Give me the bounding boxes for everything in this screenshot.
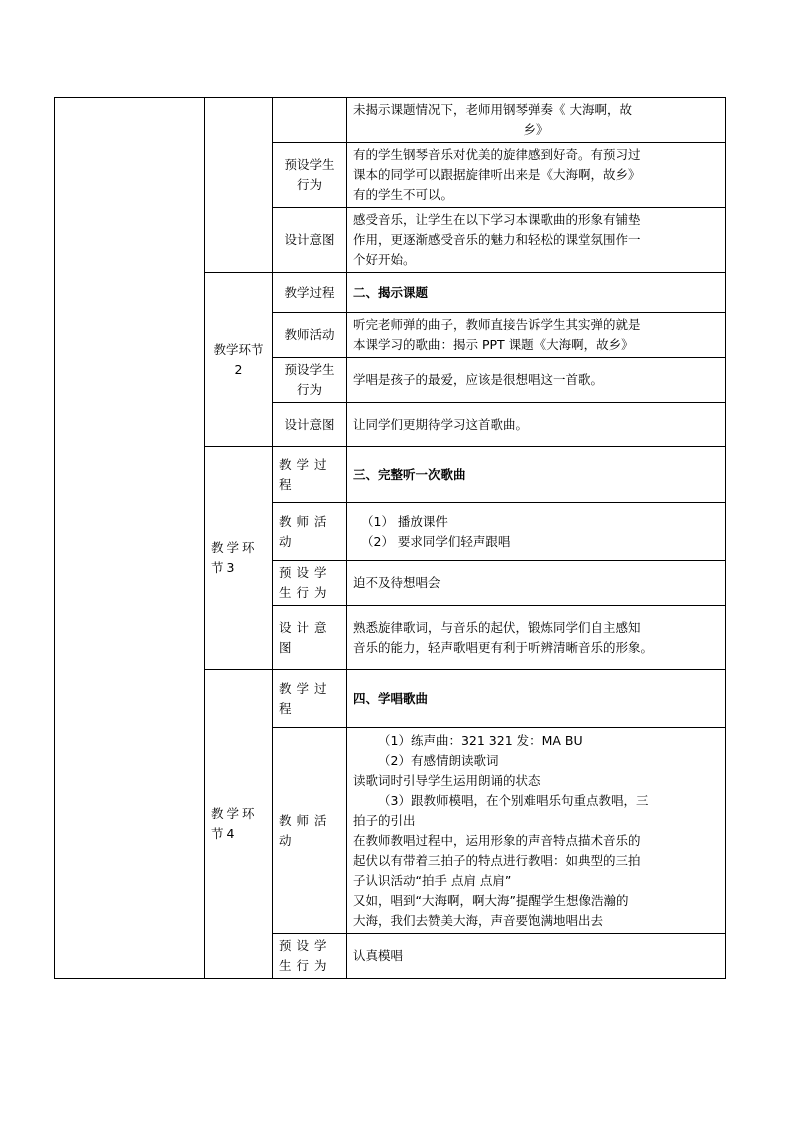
s3-activity-content: （1） 播放课件 （2） 要求同学们轻声跟唱 [347, 503, 726, 561]
s1-section-cell [205, 98, 273, 273]
s2-section-name: 教学环节2 [205, 273, 273, 447]
s4-activity-content: （1）练声曲：321 321 发：MA BU （2）有感情朗读歌词 读歌词时引导学生运用朗诵的状态 （3）跟教师模唱，在个别难唱乐句重点教唱，三 拍子的引出 在教师教唱过程中，运用形象的声音特点描术音乐的 起伏以有带着三拍子的特点进行教唱：如典型的三拍 子认识活动“拍手 点肩 点肩” 又如，唱到“大海啊，啊大海”提醒学生想像浩瀚的 大海，我们去赞美大海，声音要饱满地唱出去 [347, 728, 726, 934]
s3-section-name: 教学环节3 [205, 447, 273, 670]
s4-activity-label: 教师活动 [273, 728, 347, 934]
s3-intent-label: 设计意图 [273, 606, 347, 670]
s2-behavior-label: 预设学生行为 [273, 358, 347, 403]
s4-behavior-content: 认真模唱 [347, 934, 726, 979]
s2-intent-content: 让同学们更期待学习这首歌曲。 [347, 403, 726, 447]
s3-behavior-label: 预设学生行为 [273, 561, 347, 606]
s2-activity-label: 教师活动 [273, 313, 347, 358]
s1-intent-content: 感受音乐，让学生在以下学习本课歌曲的形象有铺垫 作用，更逐渐感受音乐的魅力和轻松的课堂氛围作一 个好开始。 [347, 208, 726, 273]
left-blank-column [55, 98, 205, 979]
s3-process-title: 三、完整听一次歌曲 [347, 447, 726, 503]
s3-intent-content: 熟悉旋律歌词，与音乐的起伏，锻炼同学们自主感知 音乐的能力，轻声歌唱更有利于听辨清晰音乐的形象。 [347, 606, 726, 670]
s1-behavior-content: 有的学生钢琴音乐对优美的旋律感到好奇。有预习过 课本的同学可以跟据旋律听出来是《大海啊，故乡》 有的学生不可以。 [347, 143, 726, 208]
s3-activity-label: 教师活动 [273, 503, 347, 561]
s1-activity-row [55, 98, 726, 143]
s4-section-name: 教学环节4 [205, 670, 273, 979]
label-text: 设计意图 [284, 232, 335, 247]
s2-process-label: 教学过程 [273, 273, 347, 313]
label-text: 预设学生行为 [284, 157, 335, 192]
s2-activity-content: 听完老师弹的曲子，教师直接告诉学生其实弹的就是 本课学习的歌曲：揭示 PPT 课题《大海啊，故乡》 [347, 313, 726, 358]
s2-intent-label: 设计意图 [273, 403, 347, 447]
s3-behavior-content: 迫不及待想唱会 [347, 561, 726, 606]
s3-process-label: 教学过程 [273, 447, 347, 503]
lesson-plan-table [54, 97, 726, 979]
s1-activity-content: 未揭示课题情况下，老师用钢琴弹奏《 大海啊，故 乡》 [347, 98, 726, 143]
s4-behavior-label: 预设学生行为 [273, 934, 347, 979]
s1-intent-label [273, 208, 347, 273]
s4-process-label: 教学过程 [273, 670, 347, 728]
s1-activity-label [273, 98, 347, 143]
s4-process-title: 四、学唱歌曲 [347, 670, 726, 728]
s1-behavior-label [273, 143, 347, 208]
s2-process-title: 二、揭示课题 [347, 273, 726, 313]
s2-behavior-content: 学唱是孩子的最爱，应该是很想唱这一首歌。 [347, 358, 726, 403]
